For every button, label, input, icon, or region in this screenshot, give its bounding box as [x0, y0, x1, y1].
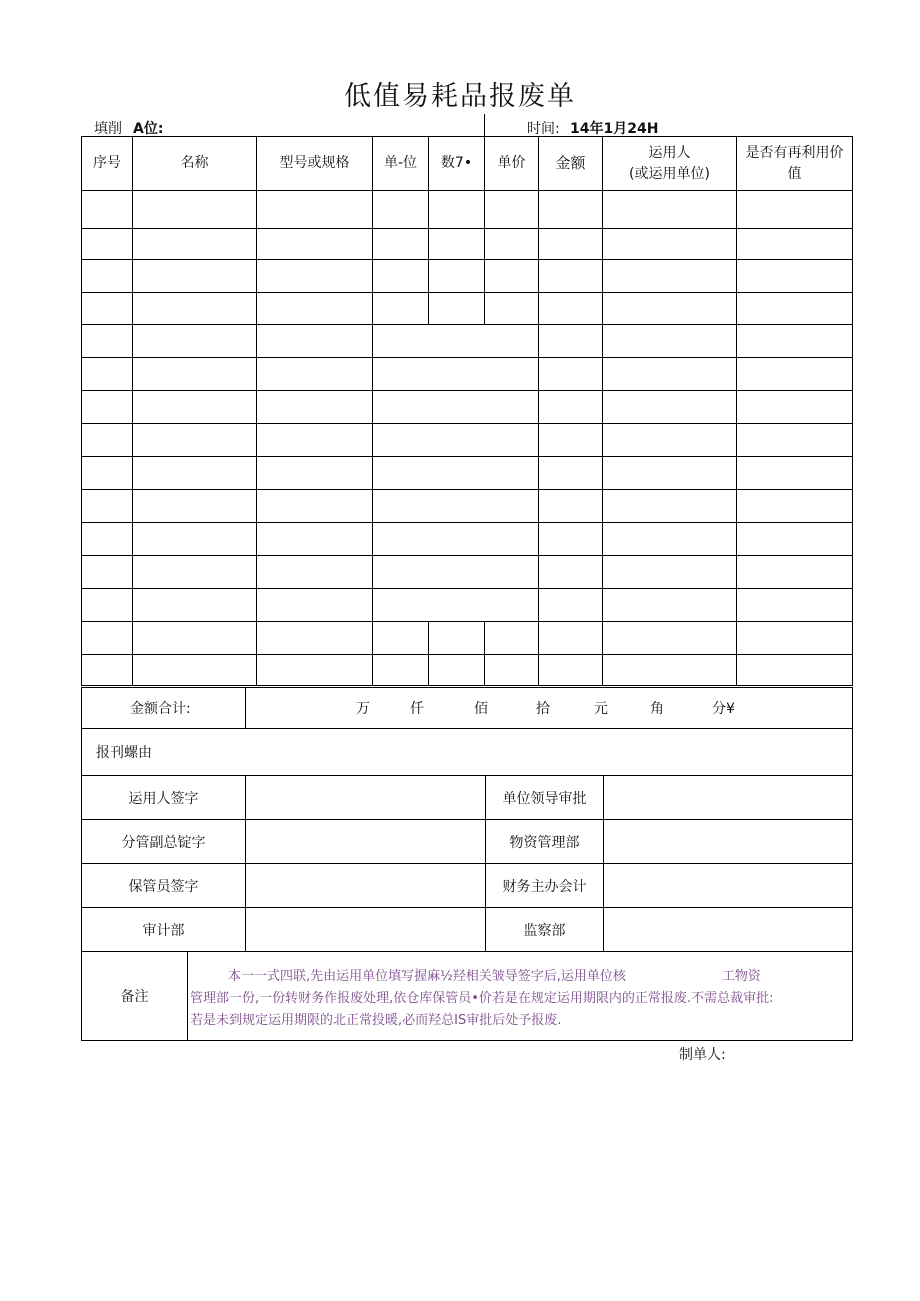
remark-row — [82, 952, 853, 1041]
unit-yuan: 元 — [594, 701, 608, 717]
unit-wan: 万 — [356, 701, 370, 717]
items-table — [81, 136, 853, 686]
maker-label: 制单人: — [679, 1047, 726, 1063]
signature-label: 运用人签字 — [82, 776, 246, 820]
table-row — [82, 490, 853, 523]
remark-line-3: 若是未到规定运用期限的北正常投暖,必而羟总IS审批后处予报废. — [190, 1013, 562, 1028]
total-amount-cell[interactable] — [246, 688, 853, 729]
signature-row — [82, 820, 853, 864]
unit-jiao: 角 — [650, 701, 664, 717]
page-title: 低值易耗品报废单 — [344, 81, 576, 112]
table-row — [82, 293, 853, 325]
col-header-user-line1: 运用人 — [648, 144, 691, 161]
signature-label: 物资管理部 — [486, 820, 604, 864]
col-header-quantity: 数7• — [429, 137, 485, 191]
signature-field[interactable] — [604, 820, 853, 864]
signature-row — [82, 908, 853, 952]
table-row — [82, 556, 853, 589]
table-row — [82, 229, 853, 260]
table-row — [82, 655, 853, 686]
col-header-reuse-line1: 是否有再利用价 — [745, 144, 844, 161]
time-value: 14年1月24H — [570, 121, 659, 137]
table-row — [82, 325, 853, 358]
unit-fen: 分¥ — [712, 701, 735, 717]
remark-label: 备注 — [82, 952, 188, 1041]
remark-line-2: 管理部一份,一份转财务作报废处理,依仓库保管员•价若是在规定运用期限内的正常报废.不需总裁审批: — [190, 991, 774, 1006]
total-label: 金额合计: — [82, 688, 246, 729]
reason-row — [82, 729, 853, 776]
total-row — [82, 688, 853, 729]
signature-field[interactable] — [246, 776, 486, 820]
remark-line-1 — [190, 966, 848, 988]
unit-label: A位: — [133, 121, 164, 137]
signature-field[interactable] — [246, 820, 486, 864]
remark-line-1a: 本一一式四联,先由运用单位填写握麻½羟相关皱导签字后,运用单位核 — [228, 969, 626, 984]
table-row — [82, 457, 853, 490]
col-header-price: 单价 — [485, 137, 539, 191]
col-header-name: 名称 — [133, 137, 257, 191]
time-label: 时间: — [527, 121, 560, 137]
col-header-reuse-line2: 值 — [787, 165, 802, 182]
table-row — [82, 358, 853, 391]
header-divider — [484, 114, 485, 136]
signature-row — [82, 776, 853, 820]
table-row — [82, 191, 853, 229]
col-header-unit: 单-位 — [373, 137, 429, 191]
signature-field[interactable] — [604, 864, 853, 908]
col-header-user-line2: (或运用单位) — [629, 165, 710, 182]
signature-label: 分管副总锭字 — [82, 820, 246, 864]
table-row — [82, 523, 853, 556]
approval-table — [81, 687, 853, 1041]
col-header-reuse — [737, 137, 853, 191]
signature-label: 审计部 — [82, 908, 246, 952]
col-header-user — [603, 137, 737, 191]
signature-row — [82, 864, 853, 908]
table-row — [82, 260, 853, 293]
signature-field[interactable] — [604, 776, 853, 820]
signature-field[interactable] — [246, 864, 486, 908]
col-header-amount: 金额 — [539, 137, 603, 191]
signature-label: 单位领导审批 — [486, 776, 604, 820]
remark-line-1b: 工物资 — [721, 969, 761, 984]
table-row — [82, 424, 853, 457]
unit-shi: 拾 — [536, 701, 550, 717]
signature-field[interactable] — [246, 908, 486, 952]
unit-bai: 佰 — [474, 701, 488, 717]
col-header-index: 序号 — [82, 137, 133, 191]
table-row — [82, 391, 853, 424]
unit-qian: 仟 — [410, 701, 424, 717]
table-row — [82, 589, 853, 622]
fill-label: 填削 — [94, 121, 122, 137]
reason-label[interactable]: 报刊螺由 — [82, 729, 853, 776]
remark-text — [188, 952, 853, 1041]
signature-label: 保管员签字 — [82, 864, 246, 908]
col-header-model: 型号或规格 — [257, 137, 373, 191]
table-header-row — [82, 137, 853, 191]
table-row — [82, 622, 853, 655]
signature-label: 财务主办会计 — [486, 864, 604, 908]
signature-field[interactable] — [604, 908, 853, 952]
signature-label: 监察部 — [486, 908, 604, 952]
